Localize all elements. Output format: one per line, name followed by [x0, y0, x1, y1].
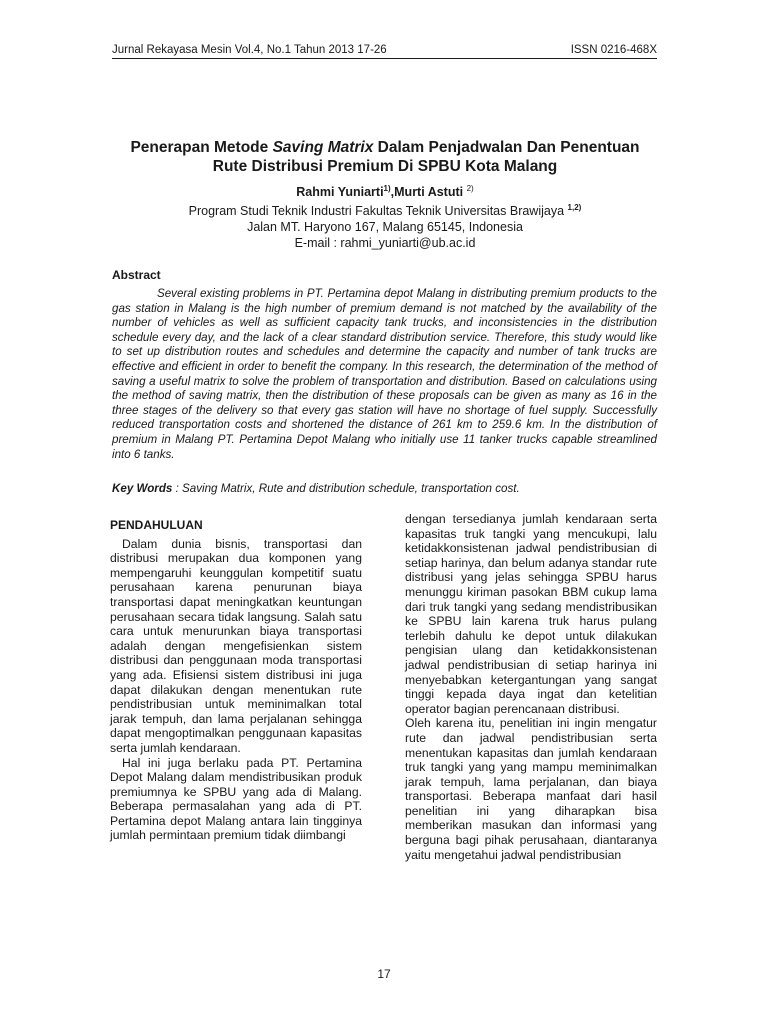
- affiliation: [100, 200, 670, 219]
- author-block: [100, 181, 670, 251]
- page-number: 17: [377, 967, 391, 981]
- author-1-sup: 1): [383, 184, 391, 193]
- affiliation-text: Program Studi Teknik Industri Fakultas Teknik Universitas Brawijaya: [188, 204, 565, 219]
- right-column: [405, 512, 657, 862]
- paragraph: Hal ini juga berlaku pada PT. Pertamina Depot Malang dalam mendistribusikan produk premiumnya ke SPBU yang ada di Malang. Beberapa permasalahan yang ada di PT. Pertamina depot Malang antara lain tingginya jumlah permintaan premium tidak diimbangi: [110, 755, 362, 843]
- paragraph: Dalam dunia bisnis, transportasi dan distribusi merupakan dua komponen yang mempengaruhi keunggulan kompetitif suatu perusahaan karena penurunan biaya transportasi dapat meningkatkan keuntungan perusahaan secara tidak langsung. Salah satu cara untuk menurunkan biaya transportasi adalah dengan mengefisienkan sistem distribusi dan penggunaan moda transportasi yang ada. Efisiensi sistem distribusi ini juga dapat dilakukan dengan menentukan rute pendistribusian untuk meminimalkan total jarak tempuh, dan lama perjalanan sehingga dapat mengoptimalkan penggunaan kapasitas serta jumlah kendaraan.: [110, 536, 362, 755]
- title-part-2: Dalam Penjadwalan Dan Penentuan: [373, 139, 640, 156]
- paragraph: Oleh karena itu, penelitian ini ingin mengatur rute dan jadwal pendistribusian serta menentukan kapasitas dan jumlah kendaraan truk tangki yang yang mampu meminimalkan jarak tempuh, lama perjalanan, dan biaya transportasi. Beberapa manfaat dari hasil penelitian ini yang diharapkan bisa memberikan masukan dan informasi yang berguna bagi pihak perusahaan, diantaranya yaitu mengetahui jadwal pendistribusian: [405, 716, 657, 862]
- title-line-1: [100, 138, 670, 157]
- paper-title: [100, 138, 670, 176]
- address: Jalan MT. Haryono 167, Malang 65145, Indonesia: [247, 220, 523, 235]
- email: E-mail : rahmi_yuniarti@ub.ac.id: [294, 236, 476, 251]
- running-header: [112, 44, 657, 59]
- left-column: [110, 518, 362, 843]
- abstract-heading: Abstract: [112, 268, 161, 282]
- title-line-2: Rute Distribusi Premium Di SPBU Kota Malang: [212, 158, 558, 175]
- paragraph: dengan tersedianya jumlah kendaraan serta kapasitas truk tangki yang mencukupi, lalu ketidakkonsistenan jadwal pendistribusian di setiap harinya, dan belum adanya standar rute distribusi yang jelas sehingga SPBU harus menunggu kiriman pasokan BBM cukup lama dari truk tangki yang sedang mendistribusikan ke SPBU lain karena truk harus pulang terlebih dahulu ke depot untuk dilakukan pengisian ulang dan ketidakkonsistenan jadwal pendistribusian di setiap harinya ini menyebabkan ketergantungan yang sangat tinggi kepada daya ingat dan ketelitian operator bagian perencanaan distribusi.: [405, 512, 657, 716]
- title-italic: Saving Matrix: [272, 139, 374, 156]
- journal-citation: Jurnal Rekayasa Mesin Vol.4, No.1 Tahun 2013 17-26: [112, 44, 387, 56]
- issn: ISSN 0216-468X: [570, 44, 657, 56]
- author-1: Rahmi Yuniarti: [296, 185, 384, 200]
- affiliation-sup: 1,2): [567, 203, 582, 213]
- keywords-text: : Saving Matrix, Rute and distribution schedule, transportation cost.: [172, 482, 520, 495]
- keywords: [112, 482, 657, 495]
- author-2-sup: 2): [466, 184, 474, 193]
- keywords-label: Key Words: [112, 482, 173, 495]
- abstract-body: Several existing problems in PT. Pertamina depot Malang in distributing premium products to the gas station in Malang is the high number of premium demand is not matched by the availability of the number of vehicles as well as sufficient capacity tank trucks, and inconsistencies in the distribution schedule every day, and the lack of a clear standard distribution service. Therefore, this study would like to set up distribution routes and schedules and determine the capacity and number of tank trucks are effective and efficient in order to benefit the company. In this research, the determination of the method of saving a useful matrix to solve the problem of transportation and distribution. Based on calculations using the method of saving matrix, then the distribution of these proposals can be given as many as 16 in the three stages of the delivery so that every gas station will have no shortage of fuel supply. Successfully reduced transportation costs and shortened the distance of 261 km to 259.6 km. In the distribution of premium in Malang PT. Pertamina Depot Malang who initially use 11 tanker trucks capable streamlined into 6 tanks.: [112, 287, 657, 461]
- title-part-1: Penerapan Metode: [130, 139, 273, 156]
- author-2: ,Murti Astuti: [390, 185, 464, 200]
- section-heading: PENDAHULUAN: [110, 518, 203, 532]
- author-names: [100, 181, 670, 200]
